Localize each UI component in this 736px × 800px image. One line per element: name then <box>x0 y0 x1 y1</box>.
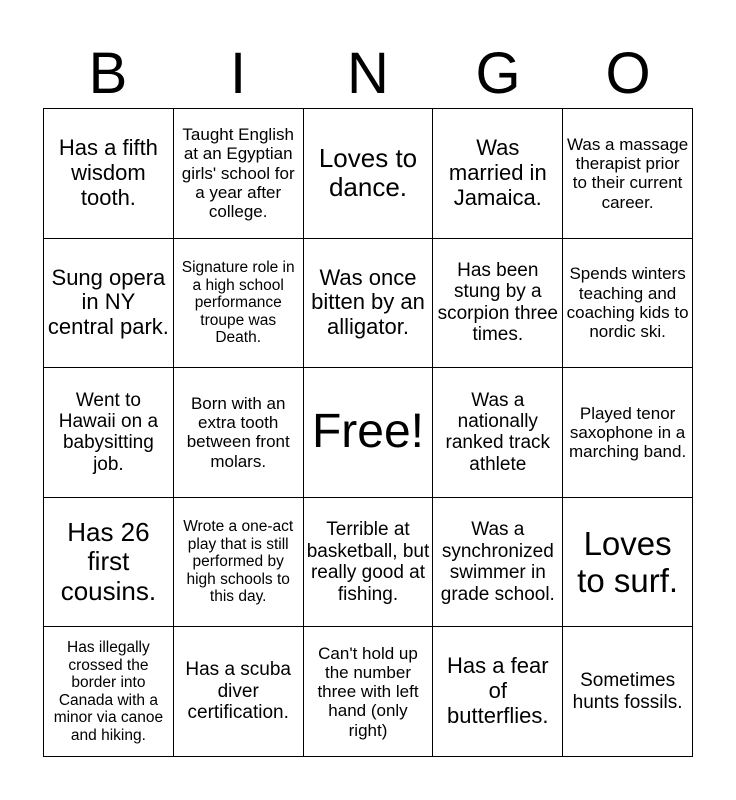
bingo-cell[interactable] <box>44 239 174 369</box>
cell-text: Sometimes hunts fossils. <box>572 670 683 713</box>
cell-text: Was a synchronized swimmer in grade school. <box>440 519 555 605</box>
bingo-grid <box>43 108 693 757</box>
bingo-cell[interactable] <box>563 498 693 628</box>
cell-text: Played tenor saxophone in a marching band. <box>569 403 687 462</box>
bingo-cell[interactable] <box>563 368 693 498</box>
bingo-cell[interactable] <box>563 109 693 239</box>
bingo-cell[interactable] <box>563 627 693 757</box>
header-letter-n: N <box>347 41 389 106</box>
bingo-cell-free[interactable] <box>304 368 434 498</box>
cell-text: Taught English at an Egyptian girls' school for a year after college. <box>181 125 295 222</box>
bingo-cell[interactable] <box>174 239 304 369</box>
bingo-header <box>43 40 693 108</box>
cell-text: Signature role in a high school performance troupe was Death. <box>181 259 295 347</box>
cell-text: Has a scuba diver certification. <box>185 659 291 724</box>
bingo-cell[interactable] <box>304 627 434 757</box>
bingo-cell[interactable] <box>44 109 174 239</box>
bingo-cell[interactable] <box>304 109 434 239</box>
bingo-cell[interactable] <box>433 109 563 239</box>
cell-text: Has a fifth wisdom tooth. <box>58 135 158 210</box>
bingo-cell[interactable] <box>304 239 434 369</box>
cell-text: Has illegally crossed the border into Canada with a minor via canoe and hiking. <box>53 639 164 744</box>
bingo-cell[interactable] <box>174 109 304 239</box>
header-letter-b: B <box>88 41 128 106</box>
cell-text: Wrote a one-act play that is still performed by high schools to this day. <box>183 518 294 606</box>
bingo-cell[interactable] <box>304 498 434 628</box>
cell-text: Born with an extra tooth between front molars. <box>186 394 290 471</box>
cell-text: Has a fear of butterflies. <box>447 653 549 729</box>
bingo-cell[interactable] <box>174 498 304 628</box>
bingo-cell[interactable] <box>44 498 174 628</box>
bingo-cell[interactable] <box>433 498 563 628</box>
bingo-cell[interactable] <box>44 627 174 757</box>
cell-text: Loves to surf. <box>577 524 679 600</box>
bingo-cell[interactable] <box>433 627 563 757</box>
cell-text: Has been stung by a scorpion three times. <box>437 259 558 346</box>
cell-text: Was a massage therapist prior to their current career. <box>566 134 689 212</box>
cell-text: Was married in Jamaica. <box>448 135 547 210</box>
bingo-cell[interactable] <box>44 368 174 498</box>
bingo-cell[interactable] <box>433 368 563 498</box>
header-letter-o: O <box>605 41 651 106</box>
bingo-cell[interactable] <box>174 627 304 757</box>
cell-text: Went to Hawaii on a babysitting job. <box>58 389 159 475</box>
bingo-cell[interactable] <box>433 239 563 369</box>
cell-text: Was once bitten by an alligator. <box>311 264 425 340</box>
cell-text: Loves to dance. <box>318 142 418 203</box>
header-letter-g: G <box>475 41 521 106</box>
bingo-cell[interactable] <box>174 368 304 498</box>
cell-text: Terrible at basketball, but really good at fishing. <box>306 519 430 605</box>
cell-text: Can't hold up the number three with left hand (only right) <box>317 643 419 740</box>
cell-text: Sung opera in NY central park. <box>47 264 169 340</box>
bingo-cell[interactable] <box>563 239 693 369</box>
cell-text: Was a nationally ranked track athlete <box>445 389 551 475</box>
header-letter-i: I <box>229 41 247 106</box>
cell-text: Has 26 first cousins. <box>60 517 157 606</box>
free-space-text: Free! <box>311 405 424 459</box>
cell-text: Spends winters teaching and coaching kids to nordic ski. <box>566 264 689 342</box>
